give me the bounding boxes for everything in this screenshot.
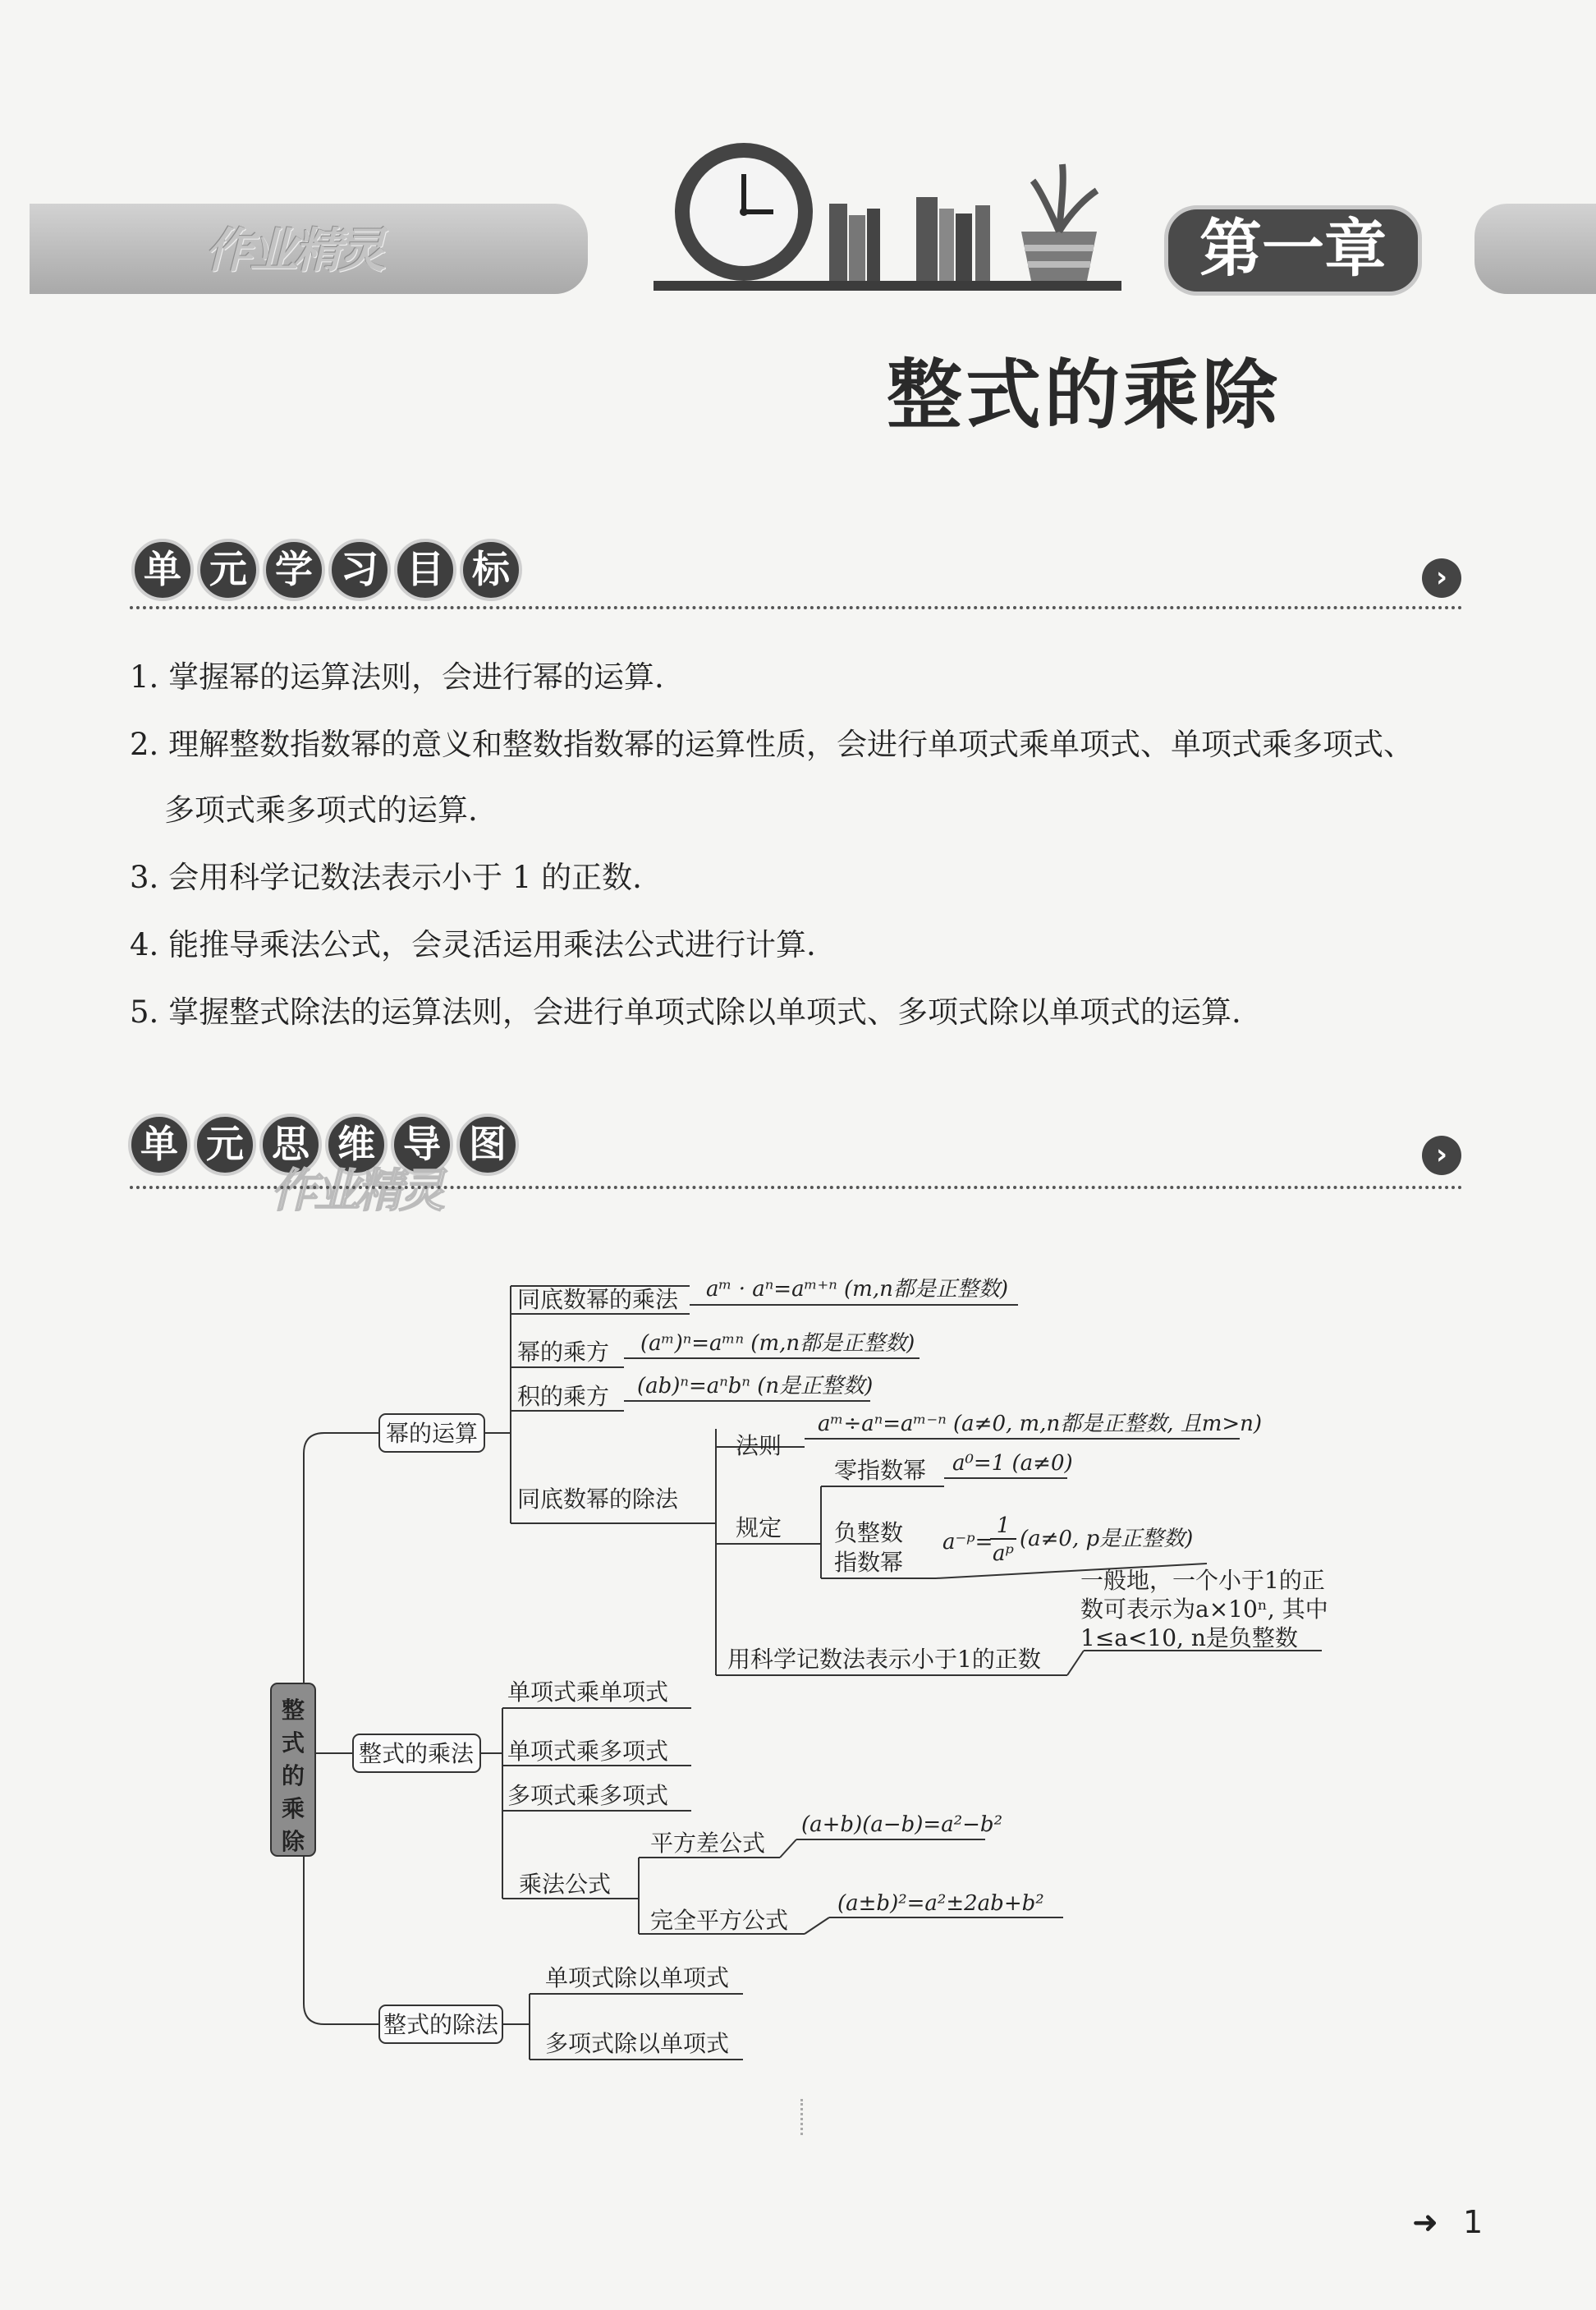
mindmap-heading-char: 单 [128, 1114, 190, 1176]
node-mul: 整式的乘法 [358, 1740, 475, 1767]
formula-neg-exp-num: 1 [996, 1513, 1011, 1538]
formula-power-of-power: (aᵐ)ⁿ=aᵐⁿ (m,n都是正整数) [640, 1331, 915, 1356]
formula-sci-line: 一般地，一个小于1的正 [1080, 1567, 1325, 1594]
formula-neg-exp-rhs: (a≠0, p是正整数) [1020, 1527, 1194, 1551]
section-arrow-icon: › [1422, 558, 1461, 598]
node-zero-exp: 零指数幂 [834, 1457, 927, 1484]
formula-same-base-mul: aᵐ · aⁿ=aᵐ⁺ⁿ (m,n都是正整数) [706, 1277, 1008, 1302]
node-div: 整式的除法 [383, 2011, 499, 2038]
root-node-char: 除 [281, 1828, 305, 1855]
node-mono-mono: 单项式乘单项式 [507, 1679, 669, 1706]
node-neg-exp: 负整数 [834, 1519, 904, 1546]
node-same-base-mul: 同底数幂的乘法 [517, 1286, 679, 1313]
goal-item: 5. 掌握整式除法的运算法则，会进行单项式除以单项式、多项式除以单项式的运算. [130, 994, 1241, 1030]
chapter-title: 整式的乘除 [887, 351, 1282, 439]
root-node-char: 整 [281, 1697, 305, 1724]
mindmap-heading-char: 元 [194, 1114, 256, 1176]
node-poly-div-mono: 多项式除以单项式 [545, 2030, 730, 2057]
goal-item-continued: 多项式乘多项式的运算. [164, 792, 478, 828]
formula-zero-exp: a⁰=1 (a≠0) [952, 1451, 1073, 1476]
goals-heading-char: 学 [263, 539, 325, 601]
node-power: 幂的运算 [385, 1420, 479, 1447]
brand-watermark: 作业精灵 [205, 223, 383, 278]
node-perfect-sq: 完全平方公式 [650, 1907, 789, 1934]
mind-map-connectors [304, 1286, 1322, 2060]
goals-heading-char: 标 [460, 539, 522, 601]
node-regulation: 规定 [736, 1514, 782, 1541]
node-sci: 用科学记数法表示小于1的正数 [727, 1646, 1041, 1673]
formula-sci-line: 1≤a<10, n是负整数 [1080, 1624, 1298, 1651]
page-arrow-icon: ➜ [1412, 2204, 1438, 2240]
goal-item: 3. 会用科学记数法表示小于 1 的正数. [130, 860, 642, 895]
mindmap-heading-char: 导 [391, 1114, 453, 1176]
formula-rule: aᵐ÷aⁿ=aᵐ⁻ⁿ (a≠0, m,n都是正整数, 且m>n) [818, 1412, 1263, 1436]
page-number-value: 1 [1462, 2204, 1484, 2240]
mindmap-heading-char: 图 [456, 1114, 519, 1176]
node-mono-poly: 单项式乘多项式 [507, 1738, 669, 1765]
mindmap-heading-char: 维 [325, 1114, 388, 1176]
formula-sci-line: 数可表示为a×10ⁿ, 其中 [1080, 1596, 1328, 1623]
node-rule: 法则 [736, 1432, 782, 1459]
root-node-char: 的 [281, 1762, 305, 1789]
mindmap-heading-char: 思 [259, 1114, 322, 1176]
formula-power-of-product: (ab)ⁿ=aⁿbⁿ (n是正整数) [637, 1374, 874, 1398]
chapter-tag: 第一章 [1164, 205, 1422, 296]
formula-neg-exp-lhs: a⁻ᵖ= [942, 1530, 993, 1555]
node-mono-div-mono: 单项式除以单项式 [545, 1964, 730, 1991]
goal-item: 2. 理解整数指数幂的意义和整数指数幂的运算性质，会进行单项式乘单项式、单项式乘多项式、 [130, 727, 1415, 762]
node-power-of-product: 积的乘方 [517, 1383, 610, 1410]
center-dotted-mark [800, 2099, 803, 2135]
formula-perfect-sq: (a±b)²=a²±2ab+b² [837, 1891, 1044, 1916]
goals-heading-char: 元 [197, 539, 259, 601]
node-same-base-div: 同底数幂的除法 [517, 1486, 679, 1513]
node-neg-exp: 指数幂 [834, 1549, 904, 1576]
root-node-char: 乘 [281, 1795, 305, 1822]
formula-diff-sq: (a+b)(a−b)=a²−b² [801, 1812, 1002, 1837]
root-node-char: 式 [281, 1729, 305, 1757]
goals-heading-char: 目 [394, 539, 456, 601]
page-number [1412, 2204, 1483, 2240]
goals-heading-char: 习 [328, 539, 391, 601]
goal-item: 1. 掌握幂的运算法则，会进行幂的运算. [130, 659, 664, 695]
node-poly-poly: 多项式乘多项式 [507, 1782, 669, 1809]
brand-watermark: 作业精灵 [271, 1164, 442, 1218]
section-arrow-icon: › [1422, 1136, 1461, 1175]
goals-heading-char: 单 [131, 539, 194, 601]
formula-neg-exp-den: aᵖ [993, 1541, 1014, 1566]
goal-item: 4. 能推导乘法公式，会灵活运用乘法公式进行计算. [130, 927, 816, 962]
node-formula: 乘法公式 [519, 1871, 612, 1898]
node-power-of-power: 幂的乘方 [517, 1339, 610, 1366]
node-diff-sq: 平方差公式 [650, 1830, 766, 1857]
